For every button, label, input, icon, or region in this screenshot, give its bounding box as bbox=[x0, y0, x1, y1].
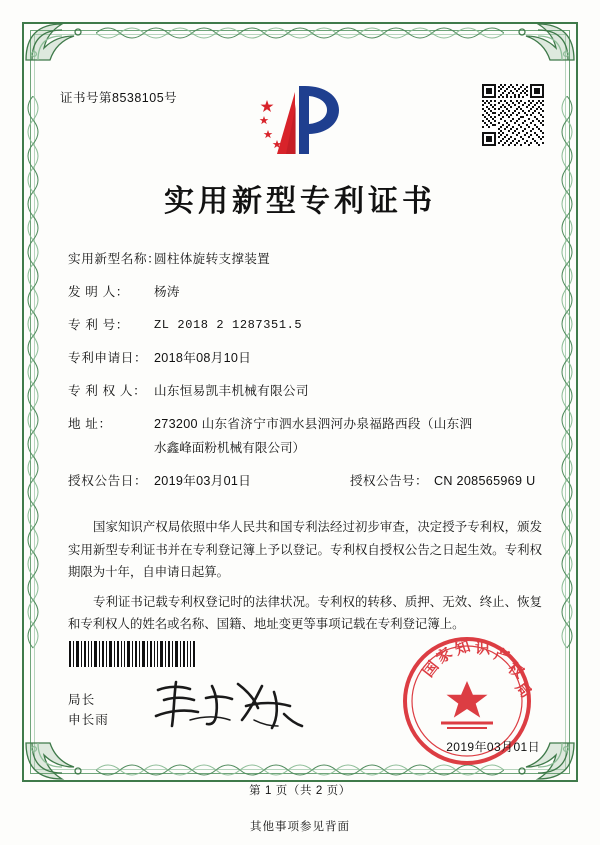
field-label-address: 地 址： bbox=[68, 417, 112, 432]
border-corner-bottom-left bbox=[22, 739, 96, 783]
handwritten-signature-icon bbox=[150, 676, 310, 734]
field-value-patent-number: ZL 2018 2 1287351.5 bbox=[154, 318, 303, 333]
svg-text:局: 局 bbox=[511, 678, 534, 702]
signature-name-label: 申长雨 bbox=[68, 713, 109, 728]
footnote: 其他事项参见背面 bbox=[250, 821, 350, 833]
field-utility-model-name bbox=[68, 250, 540, 270]
field-value-application-date: 2018年08月10日 bbox=[154, 351, 252, 366]
svg-text:国: 国 bbox=[418, 657, 443, 681]
legal-paragraph-1: 国家知识产权局依照中华人民共和国专利法经过初步审查，决定授予专利权，颁发实用新型专利证书并在专利登记簿上予以登记。专利权自授权公告之日起生效。专利权期限为十年，自申请日起算。 bbox=[68, 520, 542, 580]
field-list bbox=[68, 250, 540, 505]
field-inventor bbox=[68, 283, 540, 303]
field-label-grant-date: 授权公告日： bbox=[68, 473, 148, 488]
field-application-date bbox=[68, 349, 540, 369]
border-ornament-top bbox=[96, 20, 504, 46]
field-label-application-date: 专利申请日： bbox=[68, 351, 148, 366]
qr-code-icon bbox=[482, 84, 544, 146]
patent-office-logo-icon bbox=[255, 82, 347, 158]
field-value-address: 273200 山东省济宁市泗水县泗河办泉福路西段（山东泗 bbox=[154, 417, 473, 432]
legal-paragraph-2: 专利证书记载专利权登记时的法律状况。专利权的转移、质押、无效、终止、恢复和专利权人的姓名或名称、国籍、地址变更等事项记载在专利登记簿上。 bbox=[68, 594, 542, 632]
svg-text:识: 识 bbox=[475, 639, 491, 657]
svg-text:知: 知 bbox=[452, 637, 473, 659]
legal-text bbox=[68, 516, 542, 643]
field-value-inventor: 杨涛 bbox=[154, 285, 180, 300]
field-value-grant-date: 2019年03月01日 bbox=[154, 473, 252, 488]
field-label-utility-model-name: 实用新型名称： bbox=[68, 252, 161, 266]
field-label-grant-number: 授权公告号： bbox=[350, 473, 428, 488]
barcode-icon bbox=[68, 641, 196, 667]
field-value-address-line2: 水鑫峰面粉机械有限公司） bbox=[154, 441, 306, 456]
signature-block bbox=[68, 690, 109, 730]
svg-text:家: 家 bbox=[432, 643, 456, 668]
page-number: 第 1 页（共 2 页） bbox=[249, 785, 351, 797]
field-grant-announcement bbox=[68, 472, 540, 492]
border-corner-top-left bbox=[22, 20, 96, 64]
field-label-patentee: 专 利 权 人： bbox=[68, 384, 147, 399]
page-title: 实用新型专利证书 bbox=[164, 184, 436, 219]
field-value-grant-number: CN 208565969 U bbox=[433, 473, 536, 488]
field-patent-number bbox=[68, 316, 540, 336]
field-address bbox=[68, 415, 540, 435]
svg-text:产: 产 bbox=[491, 644, 512, 667]
border-corner-top-right bbox=[504, 20, 578, 64]
svg-text:权: 权 bbox=[504, 658, 528, 683]
field-value-utility-model-name: 圆柱体旋转支撑装置 bbox=[154, 252, 271, 266]
field-label-inventor: 发 明 人： bbox=[68, 285, 129, 300]
field-value-patentee: 山东恒易凯丰机械有限公司 bbox=[154, 384, 309, 399]
certificate-number: 证书号第8538105号 bbox=[60, 91, 178, 105]
signature-title-label: 局长 bbox=[68, 693, 96, 707]
field-label-patent-number: 专 利 号： bbox=[68, 318, 129, 333]
seal-date: 2019年03月01日 bbox=[446, 740, 540, 754]
field-patentee bbox=[68, 382, 540, 402]
